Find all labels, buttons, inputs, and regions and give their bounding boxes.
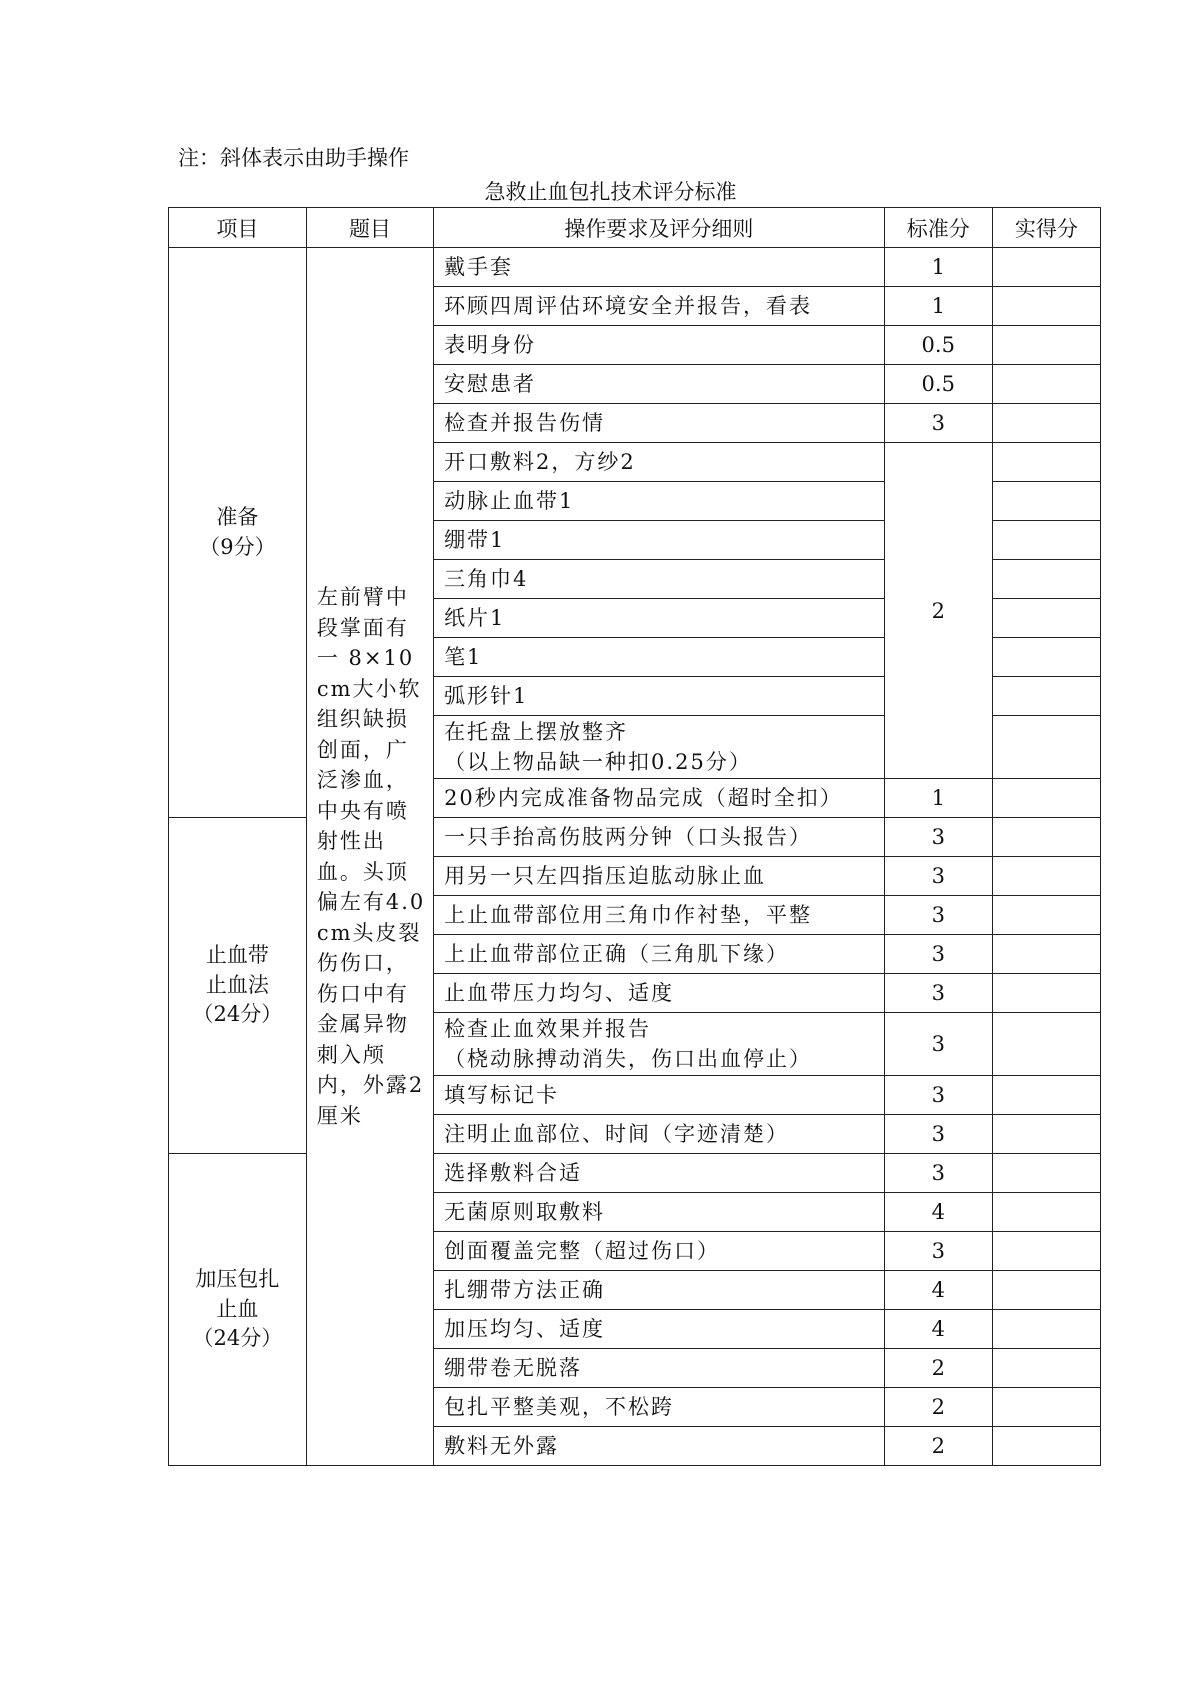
scoring-table (168, 207, 1101, 1466)
actual-score-cell[interactable] (992, 1013, 1100, 1076)
requirement-text: 绷带卷无脱落 (444, 1356, 583, 1380)
requirement-cell (434, 974, 885, 1013)
actual-score-cell[interactable] (992, 857, 1100, 896)
requirement-text: 检查止血效果并报告 (444, 1017, 652, 1041)
requirement-text: 戴手套 (444, 255, 514, 279)
actual-score-cell[interactable] (992, 716, 1100, 779)
requirement-cell (434, 1388, 885, 1427)
actual-score-cell[interactable] (992, 1154, 1100, 1193)
actual-score-cell[interactable] (992, 896, 1100, 935)
requirement-text: 环顾四周评估环境安全并报告，看表 (444, 294, 813, 318)
requirement-text: 弧形针1 (444, 684, 529, 708)
standard-score-cell: 4 (884, 1271, 992, 1310)
requirement-text: 填写标记卡 (444, 1083, 560, 1107)
requirement-text: 安慰患者 (444, 372, 537, 396)
requirement-text: 包扎平整美观，不松跨 (444, 1395, 675, 1419)
actual-score-cell[interactable] (992, 974, 1100, 1013)
standard-score-cell: 3 (884, 1076, 992, 1115)
requirement-text: 在托盘上摆放整齐 (444, 720, 629, 744)
actual-score-cell[interactable] (992, 1232, 1100, 1271)
requirement-text: 用另一只左四指压迫肱动脉止血 (444, 864, 767, 888)
actual-score-cell[interactable] (992, 521, 1100, 560)
requirement-cell (434, 1310, 885, 1349)
requirement-cell (434, 482, 885, 521)
standard-score-cell: 2 (884, 1349, 992, 1388)
header-requirement: 操作要求及评分细则 (434, 208, 885, 248)
requirement-cell (434, 1115, 885, 1154)
section-name-line: 止血法 (205, 972, 269, 997)
section-name-line: （9分） (199, 534, 276, 559)
standard-score-cell: 3 (884, 1232, 992, 1271)
actual-score-cell[interactable] (992, 404, 1100, 443)
requirement-cell (434, 857, 885, 896)
section-name-line: 加压包扎 (195, 1267, 280, 1292)
requirement-text: 一只手抬高伤肢两分钟（口头报告） (444, 825, 813, 849)
actual-score-cell[interactable] (992, 935, 1100, 974)
standard-score-cell: 1 (884, 248, 992, 287)
requirement-text: 纸片1 (444, 606, 506, 630)
requirement-text: 加压均匀、适度 (444, 1317, 606, 1341)
requirement-text: 20秒内完成准备物品完成（超时全扣） (444, 786, 843, 810)
actual-score-cell[interactable] (992, 1271, 1100, 1310)
header-actual-score: 实得分 (992, 208, 1100, 248)
actual-score-cell[interactable] (992, 443, 1100, 482)
actual-score-cell[interactable] (992, 482, 1100, 521)
actual-score-cell[interactable] (992, 1193, 1100, 1232)
requirement-text: 敷料无外露 (444, 1434, 560, 1458)
requirement-cell (434, 1193, 885, 1232)
standard-score-cell: 3 (884, 818, 992, 857)
actual-score-cell[interactable] (992, 326, 1100, 365)
header-standard-score: 标准分 (884, 208, 992, 248)
actual-score-cell[interactable] (992, 1388, 1100, 1427)
requirement-cell (434, 326, 885, 365)
actual-score-cell[interactable] (992, 560, 1100, 599)
requirement-cell (434, 818, 885, 857)
requirement-text: 三角巾4 (444, 567, 529, 591)
requirement-text: 注明止血部位、时间（字迹清楚） (444, 1122, 790, 1146)
standard-score-cell: 2 (884, 443, 992, 779)
requirement-cell (434, 287, 885, 326)
requirement-cell (434, 443, 885, 482)
requirement-cell (434, 1427, 885, 1466)
actual-score-cell[interactable] (992, 1076, 1100, 1115)
section-name-cell (169, 1154, 307, 1466)
actual-score-cell[interactable] (992, 638, 1100, 677)
standard-score-cell: 0.5 (884, 326, 992, 365)
requirement-text: 扎绷带方法正确 (444, 1278, 606, 1302)
requirement-cell (434, 365, 885, 404)
standard-score-cell: 2 (884, 1388, 992, 1427)
section-name-line: （24分） (192, 1002, 283, 1027)
section-name-line: 止血 (216, 1296, 259, 1321)
requirement-text: 止血带压力均匀、适度 (444, 981, 675, 1005)
actual-score-cell[interactable] (992, 365, 1100, 404)
requirement-cell (434, 935, 885, 974)
note-text: 注：斜体表示由助手操作 (178, 146, 409, 170)
requirement-text: 检查并报告伤情 (444, 411, 606, 435)
requirement-cell (434, 638, 885, 677)
requirement-cell (434, 1232, 885, 1271)
requirement-cell (434, 1013, 885, 1076)
requirement-text: 动脉止血带1 (444, 489, 575, 513)
requirement-text: 上止血带部位正确（三角肌下缘） (444, 942, 790, 966)
actual-score-cell[interactable] (992, 818, 1100, 857)
standard-score-cell: 3 (884, 1013, 992, 1076)
requirement-cell (434, 404, 885, 443)
actual-score-cell[interactable] (992, 599, 1100, 638)
standard-score-cell: 2 (884, 1427, 992, 1466)
topic-cell: 左前臂中段掌面有一 8×10cm大小软组织缺损创面，广泛渗血，中央有喷射性出血。头顶偏左有4.0cm头皮裂伤伤口，伤口中有金属异物刺入颅内，外露2厘米 (306, 248, 433, 1466)
header-item: 项目 (169, 208, 307, 248)
standard-score-cell: 3 (884, 935, 992, 974)
standard-score-cell: 4 (884, 1193, 992, 1232)
requirement-text: 绷带1 (444, 528, 506, 552)
standard-score-cell: 3 (884, 1154, 992, 1193)
requirement-text: 笔1 (444, 645, 483, 669)
section-name-cell (169, 818, 307, 1154)
page-title: 急救止血包扎技术评分标准 (484, 180, 737, 204)
standard-score-cell: 3 (884, 974, 992, 1013)
requirement-text: （以上物品缺一种扣0.25分） (444, 750, 752, 774)
section-name-line: 准备 (216, 505, 259, 530)
section-name-cell (169, 248, 307, 818)
requirement-cell (434, 1076, 885, 1115)
standard-score-cell: 1 (884, 779, 992, 818)
requirement-text: 开口敷料2，方纱2 (444, 450, 636, 474)
requirement-text: 表明身份 (444, 333, 537, 357)
table-row (169, 248, 1101, 287)
actual-score-cell[interactable] (992, 1310, 1100, 1349)
actual-score-cell[interactable] (992, 248, 1100, 287)
standard-score-cell: 3 (884, 404, 992, 443)
actual-score-cell[interactable] (992, 779, 1100, 818)
requirement-text: 上止血带部位用三角巾作衬垫，平整 (444, 903, 813, 927)
standard-score-cell: 3 (884, 896, 992, 935)
requirement-cell (434, 896, 885, 935)
requirement-cell (434, 248, 885, 287)
requirement-cell (434, 599, 885, 638)
section-name-line: 止血带 (205, 943, 269, 968)
table-body (169, 248, 1101, 1466)
standard-score-cell: 3 (884, 1115, 992, 1154)
requirement-cell (434, 716, 885, 779)
requirement-cell (434, 1271, 885, 1310)
requirement-text: 无菌原则取敷料 (444, 1200, 606, 1224)
header-row (169, 208, 1101, 248)
header-topic: 题目 (306, 208, 433, 248)
standard-score-cell: 1 (884, 287, 992, 326)
requirement-cell (434, 1154, 885, 1193)
requirement-cell (434, 779, 885, 818)
actual-score-cell[interactable] (992, 287, 1100, 326)
actual-score-cell[interactable] (992, 1349, 1100, 1388)
standard-score-cell: 0.5 (884, 365, 992, 404)
requirement-cell (434, 521, 885, 560)
standard-score-cell: 3 (884, 857, 992, 896)
requirement-cell (434, 1349, 885, 1388)
requirement-text: 创面覆盖完整（超过伤口） (444, 1239, 721, 1263)
requirement-cell (434, 677, 885, 716)
requirement-text: （桡动脉搏动消失，伤口出血停止） (444, 1047, 813, 1071)
actual-score-cell[interactable] (992, 1427, 1100, 1466)
actual-score-cell[interactable] (992, 1115, 1100, 1154)
actual-score-cell[interactable] (992, 677, 1100, 716)
section-name-line: （24分） (192, 1326, 283, 1351)
requirement-cell (434, 560, 885, 599)
standard-score-cell: 4 (884, 1310, 992, 1349)
requirement-text: 选择敷料合适 (444, 1161, 583, 1185)
